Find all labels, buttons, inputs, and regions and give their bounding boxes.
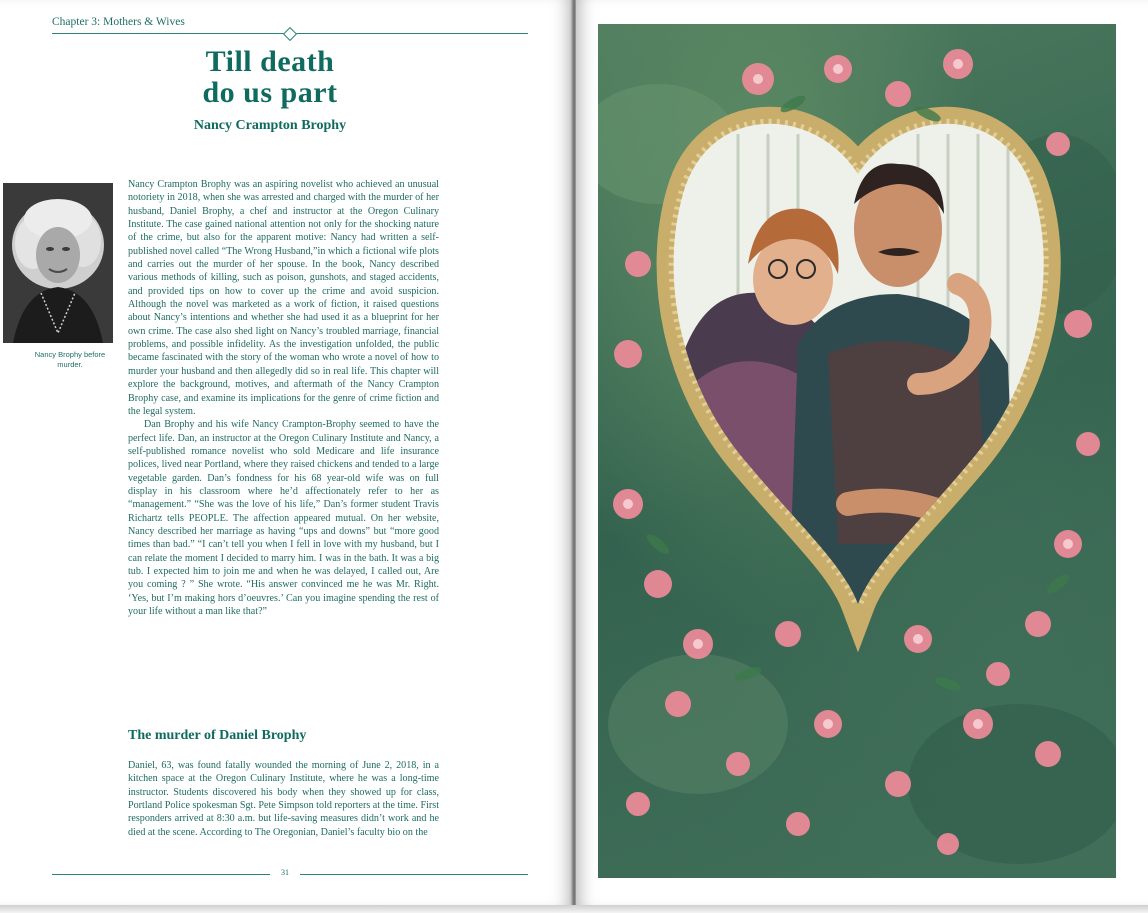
paragraph: Daniel, 63, was found fatally wounded the morning of June 2, 2018, in a kitchen space at the Oregon Culinary Institute, where he was a long-time instructor. Students discovered his body when they showed up for class, Portland Police spokesman Sgt. Pete Simpson told reporters at the time. First responders arrived at 8:30 a.m. but life-saving measures didn’t work and he died at the scene. According to The Oregonian, Daniel’s faculty bio on the bbox=[128, 760, 439, 838]
running-head: Chapter 3: Mothers & Wives bbox=[52, 16, 185, 28]
section-body-text bbox=[128, 759, 439, 839]
page-title bbox=[120, 46, 420, 108]
diamond-ornament-icon bbox=[283, 27, 297, 41]
footer-rule-left bbox=[52, 874, 270, 875]
title-line-2: do us part bbox=[202, 76, 338, 109]
portrait-photo bbox=[3, 183, 113, 343]
body-text bbox=[128, 178, 439, 618]
couple-photo bbox=[598, 24, 1116, 878]
paragraph: Nancy Crampton Brophy was an aspiring novelist who achieved an unusual notoriety in 2018, when she was arrested and charged with the murder of her husband, Daniel Brophy, a chef and instructor at the Oregon Culinary Institute. The case gained national attention not only for the shocking nature of the crime, but also for the apparent motive: Nancy had written a self-published novel called “The Wrong Husband,”in which a fictional wife plots and carries out the murder of her spouse. In the book, Nancy described various methods of killing, such as poison, gunshots, and staged accidents, and provided tips on how to cover up the crime and avoid suspicion. Although the novel was marketed as a work of fiction, it raised questions about Nancy’s intentions and whether she had used it as a blueprint for her own crime. The case also shed light on Nancy’s troubled marriage, financial problems, and possible infidelity. As the investigation unfolded, the public became fascinated with the story of the woman who wrote a novel of how to murder your husband and then allegedly did so in real life. This chapter will explore the background, motives, and aftermath of the Nancy Crampton Brophy case, and examine its implications for the genre of crime fiction and the legal system. bbox=[128, 179, 439, 417]
subtitle: Nancy Crampton Brophy bbox=[193, 118, 347, 133]
section-heading: The murder of Daniel Brophy bbox=[128, 728, 307, 743]
title-line-1: Till death bbox=[205, 45, 335, 78]
portrait-caption: Nancy Brophy before murder. bbox=[34, 350, 106, 369]
page-number: 31 bbox=[281, 868, 289, 877]
page-bottom-edge bbox=[0, 905, 1148, 913]
footer-rule-right bbox=[300, 874, 528, 875]
paragraph: Dan Brophy and his wife Nancy Crampton-Brophy seemed to have the perfect life. Dan, an instructor at the Oregon Culinary Institute and Nancy, a self-published romance novelist who sold Medicare and life insurance polices, lived near Portland, where they raised chickens and tended to a large vegetable garden. Dan’s fondness for his 68 year-old wife was on full display in his classroom where he’d affectionately refer to her as “management.” “She was the love of his life,” Dan’s former student Travis Richartz tells PEOPLE. The affection appeared mutual. On her website, Nancy described her marriage as having “ups and downs” but “more good times than bad.” “I can’t tell you when I fell in love with my husband, but I can relate the moment I decided to marry him. I was in the bath. It was a big tub. I expected him to join me and when he was delayed, I called out, Are you coming ? ” She wrote. “His answer convinced me he was Mr. Right. ‘Yes, but I’m making hors d’oeuvres.’ Can you imagine spending the rest of your life without a man like that?” bbox=[128, 419, 439, 617]
left-page bbox=[0, 0, 572, 905]
